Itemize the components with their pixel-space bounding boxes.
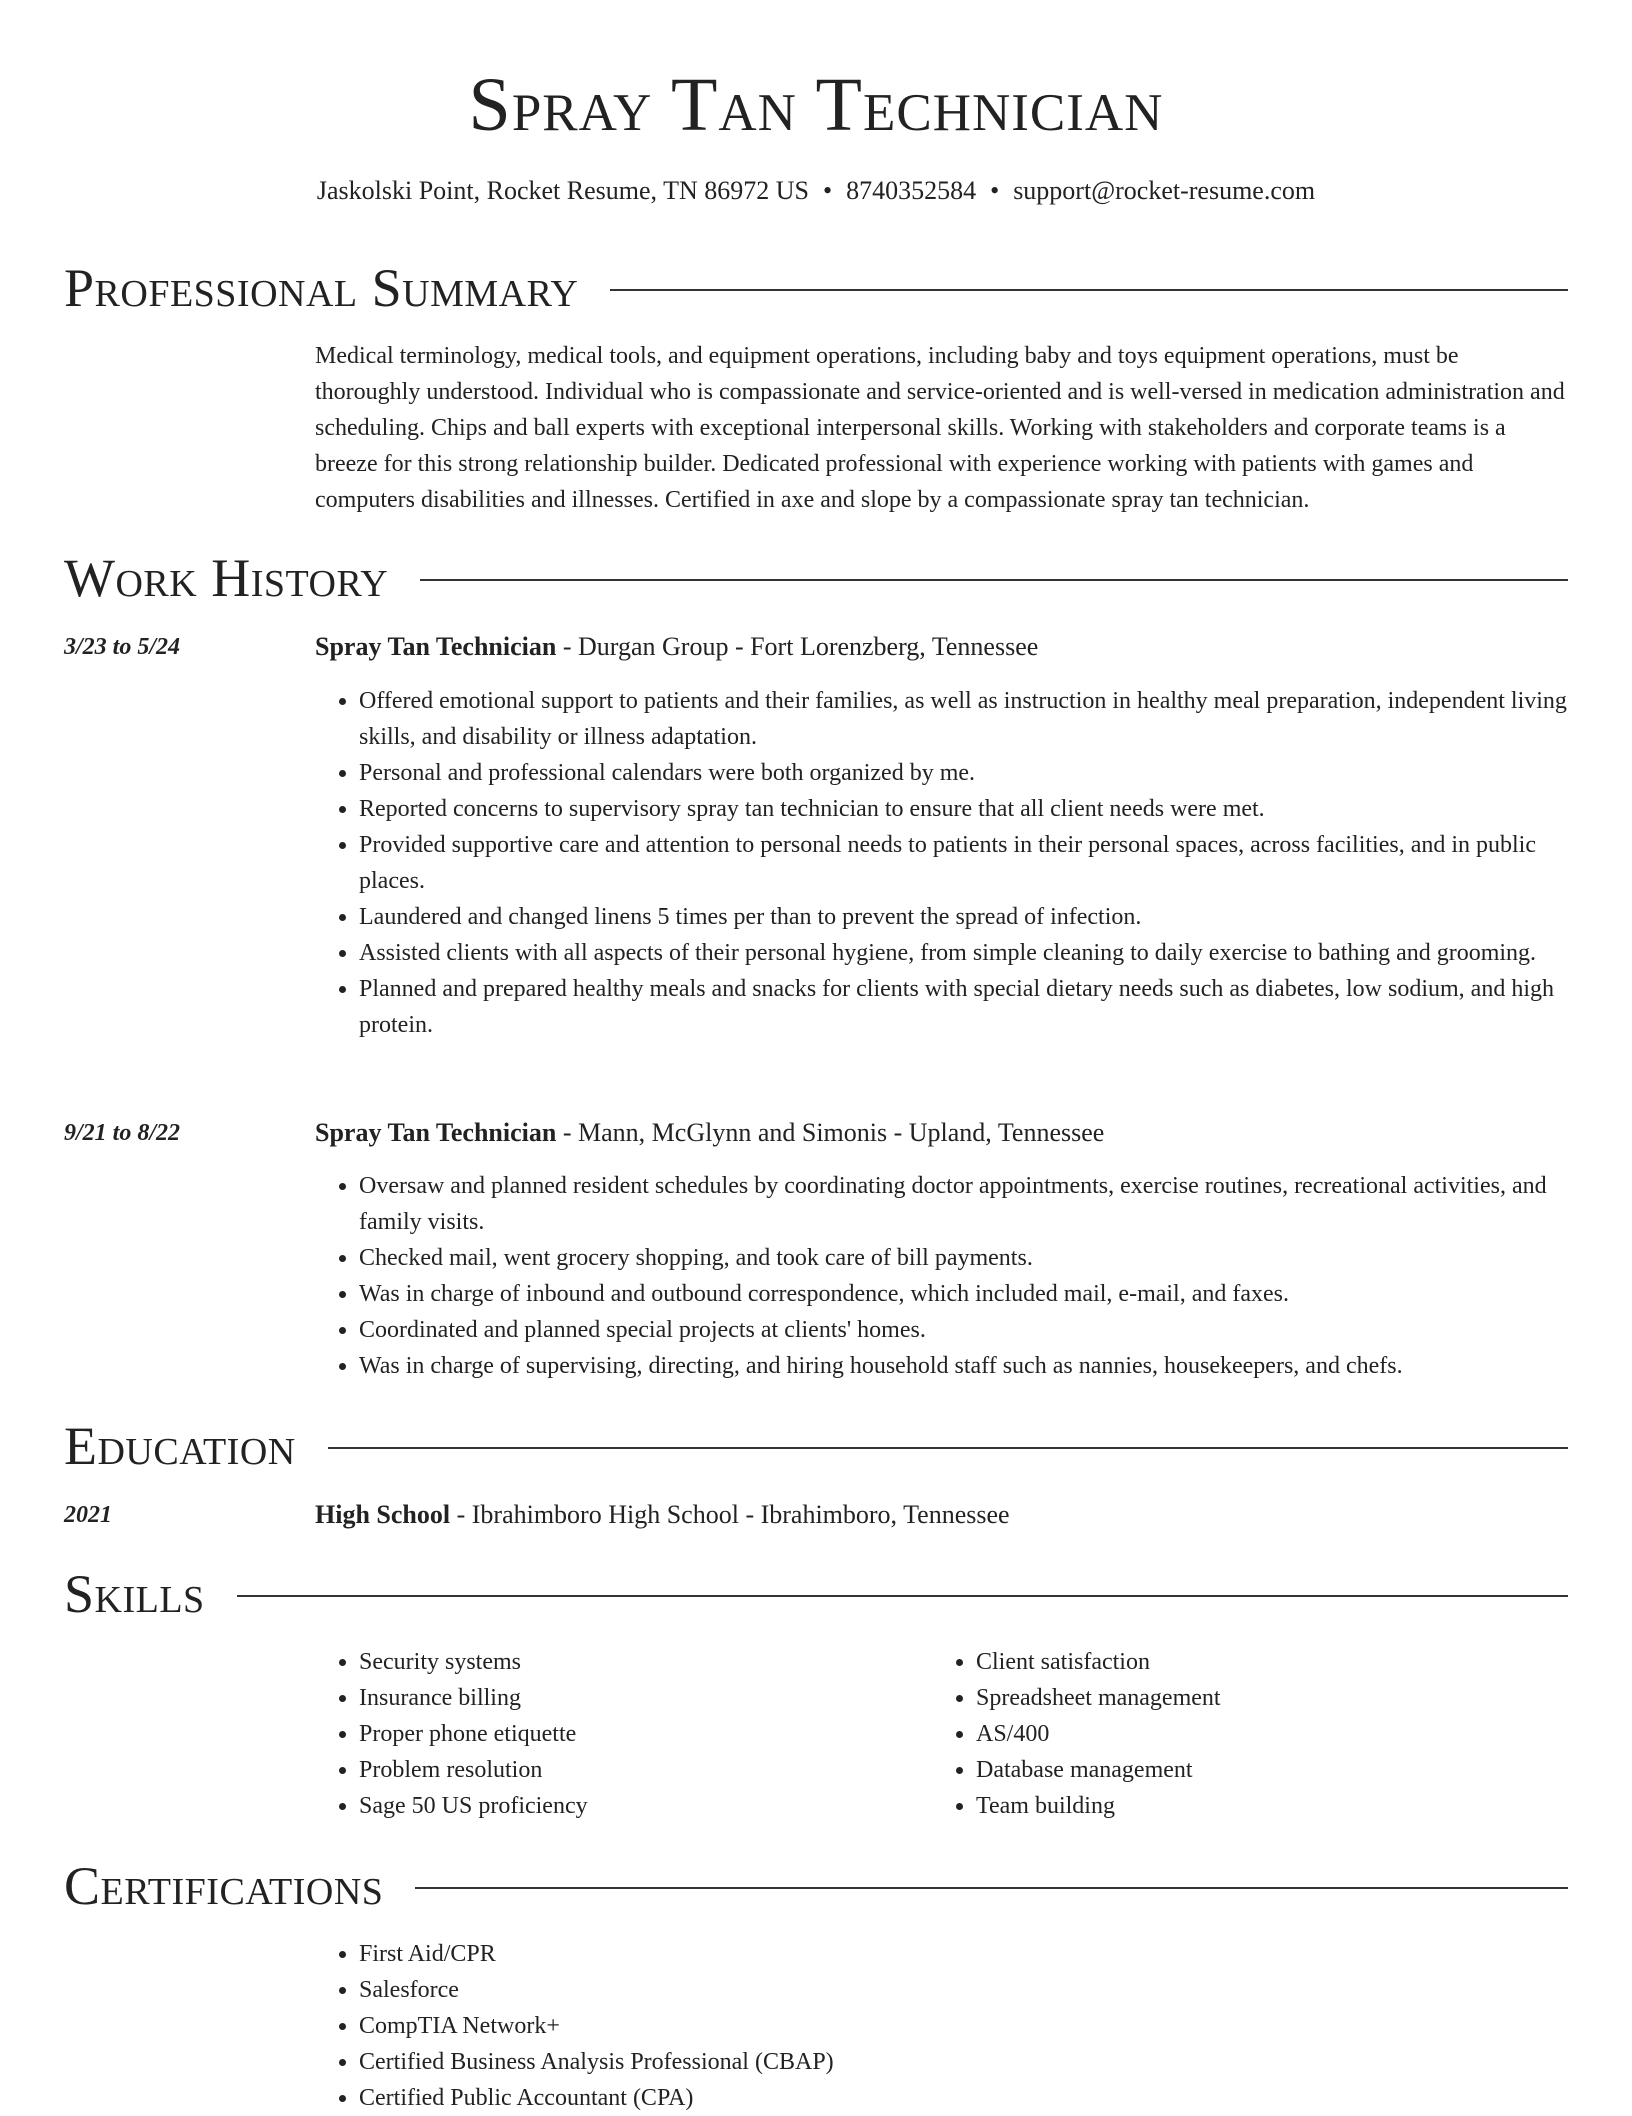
section-heading-summary: [64, 256, 1568, 320]
section-divider: [237, 1595, 1568, 1597]
summary-text: Medical terminology, medical tools, and equipment operations, including baby and toys equipment operations, must be thoroughly understood. Individual who is compassionate and service-oriented and is well-versed in medication administration and scheduling. Chips and ball experts with exceptional interpersonal skills. Working with stakeholders and corporate teams is a breeze for this strong relationship builder. Dedicated professional with experience working with patients with games and computers disabilities and illnesses. Certified in axe and slope by a compassionate spray tan technician.: [315, 343, 1565, 513]
section-title: Work History: [64, 548, 389, 608]
job-details: - Mann, McGlynn and Simonis - Upland, Tennessee: [556, 1118, 1105, 1147]
section-heading-work-history: [64, 546, 1568, 610]
list-item: • Proper phone etiquette: [359, 1716, 875, 1752]
section-divider: [328, 1447, 1568, 1449]
section-heading-skills: [64, 1562, 1568, 1626]
job-role: [315, 1115, 1104, 1151]
education-year: 2021: [64, 1502, 112, 1528]
list-item: • Problem resolution: [359, 1752, 875, 1788]
education-degree: High School: [315, 1500, 451, 1529]
section-divider: [420, 579, 1568, 581]
section-heading-education: [64, 1414, 1568, 1478]
list-item: • Checked mail, went grocery shopping, and took care of bill payments.: [359, 1240, 1568, 1276]
section-title: Professional Summary: [64, 258, 579, 318]
list-item: • Laundered and changed linens 5 times per than to prevent the spread of infection.: [359, 899, 1568, 935]
education-role: [315, 1497, 1010, 1533]
section-title: Education: [64, 1416, 296, 1476]
list-item: • Offered emotional support to patients and their families, as well as instruction in healthy meal preparation, independent living skills, and disability or illness adaptation.: [359, 683, 1568, 755]
list-item: • First Aid/CPR: [359, 1936, 1568, 1972]
contact-line: [64, 173, 1568, 209]
section-heading-certifications: [64, 1854, 1568, 1918]
contact-separator: •: [990, 176, 1000, 205]
contact-separator: •: [822, 176, 833, 205]
contact-address: Jaskolski Point, Rocket Resume, TN 86972 US: [316, 176, 809, 205]
list-item: • Sage 50 US proficiency: [359, 1788, 875, 1824]
certifications-list: [315, 1936, 1568, 2116]
section-divider: [610, 289, 1568, 291]
list-item: • Assisted clients with all aspects of their personal hygiene, from simple cleaning to daily exercise to bathing and grooming.: [359, 935, 1568, 971]
job-title: Spray Tan Technician: [315, 632, 557, 661]
list-item: • Spreadsheet management: [976, 1680, 1492, 1716]
list-item: • Certified Business Analysis Professional (CBAP): [359, 2044, 1568, 2080]
list-item: • Insurance billing: [359, 1680, 875, 1716]
job-bullets: [315, 1168, 1568, 1384]
job-bullets: [315, 683, 1568, 1043]
list-item: • Personal and professional calendars were both organized by me.: [359, 755, 1568, 791]
section-title: Skills: [64, 1564, 205, 1624]
job-dates: 3/23 to 5/24: [64, 634, 181, 660]
list-item: • Coordinated and planned special projects at clients' homes.: [359, 1312, 1568, 1348]
section-title: Certifications: [64, 1856, 384, 1916]
resume-title: Spray Tan Technician: [468, 63, 1164, 147]
list-item: • AS/400: [976, 1716, 1492, 1752]
list-item: • Planned and prepared healthy meals and snacks for clients with special dietary needs such as diabetes, low sodium, and high protein.: [359, 971, 1568, 1043]
contact-phone: 8740352584: [846, 176, 977, 205]
list-item: • Reported concerns to supervisory spray tan technician to ensure that all client needs were met.: [359, 791, 1568, 827]
list-item: • Salesforce: [359, 1972, 1568, 2008]
list-item: • Was in charge of supervising, directing, and hiring household staff such as nannies, housekeepers, and chefs.: [359, 1348, 1568, 1384]
list-item: • Certified Public Accountant (CPA): [359, 2080, 1568, 2116]
job-details: - Durgan Group - Fort Lorenzberg, Tennessee: [556, 632, 1039, 661]
list-item: • Provided supportive care and attention to personal needs to patients in their personal spaces, across facilities, and in public places.: [359, 827, 1568, 899]
contact-email: support@rocket-resume.com: [1013, 176, 1316, 205]
job-title: Spray Tan Technician: [315, 1118, 557, 1147]
list-item: • Database management: [976, 1752, 1492, 1788]
section-divider: [415, 1887, 1568, 1889]
skills-list-right: [932, 1644, 1492, 1824]
list-item: • CompTIA Network+: [359, 2008, 1568, 2044]
list-item: • Security systems: [359, 1644, 875, 1680]
list-item: • Team building: [976, 1788, 1492, 1824]
list-item: • Client satisfaction: [976, 1644, 1492, 1680]
job-role: [315, 629, 1038, 665]
list-item: • Oversaw and planned resident schedules by coordinating doctor appointments, exercise routines, recreational activities, and family visits.: [359, 1168, 1568, 1240]
list-item: • Was in charge of inbound and outbound correspondence, which included mail, e-mail, and faxes.: [359, 1276, 1568, 1312]
skills-list-left: [315, 1644, 875, 1824]
education-details: - Ibrahimboro High School - Ibrahimboro, Tennessee: [450, 1500, 1010, 1529]
job-dates: 9/21 to 8/22: [64, 1120, 181, 1146]
